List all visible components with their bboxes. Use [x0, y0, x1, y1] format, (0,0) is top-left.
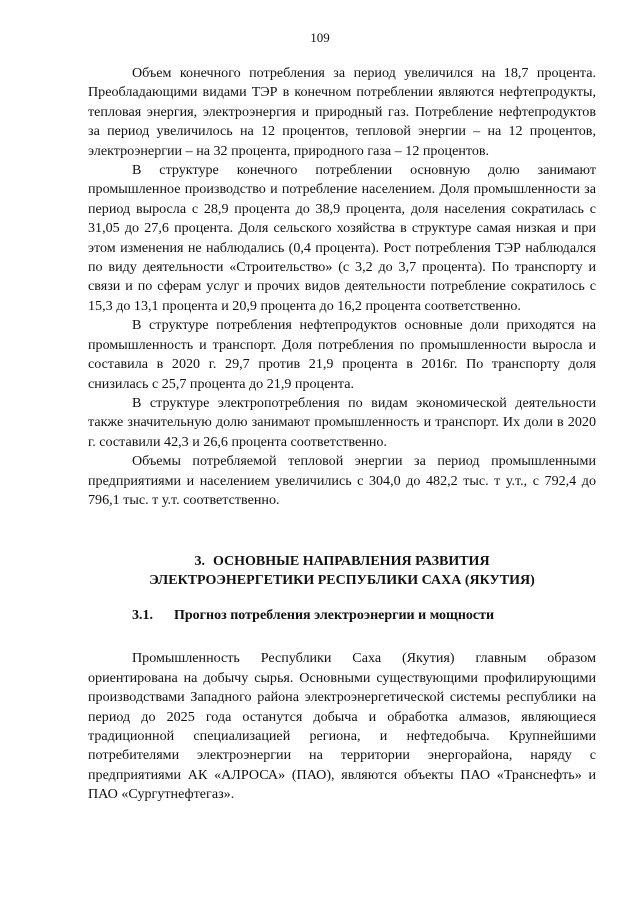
- paragraph-oil-products: В структуре потребления нефтепродуктов основные доли приходятся на промышленность и транспорт. Доля потребления по промышленности выросла и составила в 2020 г. 29,7 против 21,9 процента в 2016г. По транспорту доля снизилась с 25,7 процента до 21,9 процента.: [88, 317, 596, 392]
- section-heading: [88, 552, 596, 590]
- subsection-number: 3.1.: [132, 608, 153, 624]
- paragraph-heat-energy: Объемы потребляемой тепловой энергии за период промышленными предприятиями и населением увеличились с 304,0 до 482,2 тыс. т у.т., с 792,4 до 796,1 тыс. т у.т. соответственно.: [88, 453, 596, 508]
- paragraph-electricity-consumption: В структуре электропотребления по видам экономической деятельности также значительную долю занимают промышленность и транспорт. Их доли в 2020 г. составили 42,3 и 26,6 процента соответственно.: [88, 394, 596, 450]
- section-number: 3.: [194, 554, 205, 570]
- subsection-title: Прогноз потребления электроэнергии и мощности: [174, 608, 495, 624]
- paragraph-consumption-structure: В структуре конечного потреблении основную долю занимают промышленное производство и потребление населением. Доля промышленности за период выросла с 28,9 процента до 38,9 процента, доля населения сократилась с 31,05 до 27,6 процента. Доля сельского хозяйства в структуре самая низкая и при этом изменения не наблюдались (0,4 процента). Рост потребления ТЭР наблюдался по виду деятельности «Строительство» (с 3,2 до 3,7 процента). По транспорту и связи и по сферам услуг и прочих видов деятельности потребление сократилось с 15,3 до 13,1 процента и 20,9 процента до 16,2 процента соответственно.: [88, 162, 596, 314]
- paragraph-industry: Промышленность Республики Саха (Якутия) главным образом ориентирована на добычу сырья. Основными существующими профилирующими производствами Западного района электроэнергетической системы республики на период до 2025 года останутся добыча и обработка алмазов, являющиеся традиционной специализацией региона, и нефтедобыча. Крупнейшими потребителями электроэнергии на территории энергорайона, наряду с предприятиями АК «АЛРОСА» (ПАО), являются объекты ПАО «Транснефть» и ПАО «Сургутнефтегаз».: [88, 650, 596, 803]
- page-number: 109: [310, 30, 330, 45]
- subsection-heading: [88, 606, 596, 625]
- paragraph-final-consumption: Объем конечного потребления за период увеличился на 18,7 процента. Преобладающими видами ТЭР в конечном потреблении являются нефтепродукты, тепловая энергия, электроэнергия и природный газ. Потребление нефтепродуктов за период увеличилось на 12 процентов, тепловой энергии – на 12 процентов, электроэнергии – на 32 процента, природного газа – 12 процентов.: [88, 65, 596, 159]
- section-heading-line1: [88, 552, 596, 571]
- section-title-line2: ЭЛЕКТРОЭНЕРГЕТИКИ РЕСПУБЛИКИ САХА (ЯКУТИЯ): [149, 573, 535, 589]
- section-title-line1: ОСНОВНЫЕ НАПРАВЛЕНИЯ РАЗВИТИЯ: [212, 554, 490, 570]
